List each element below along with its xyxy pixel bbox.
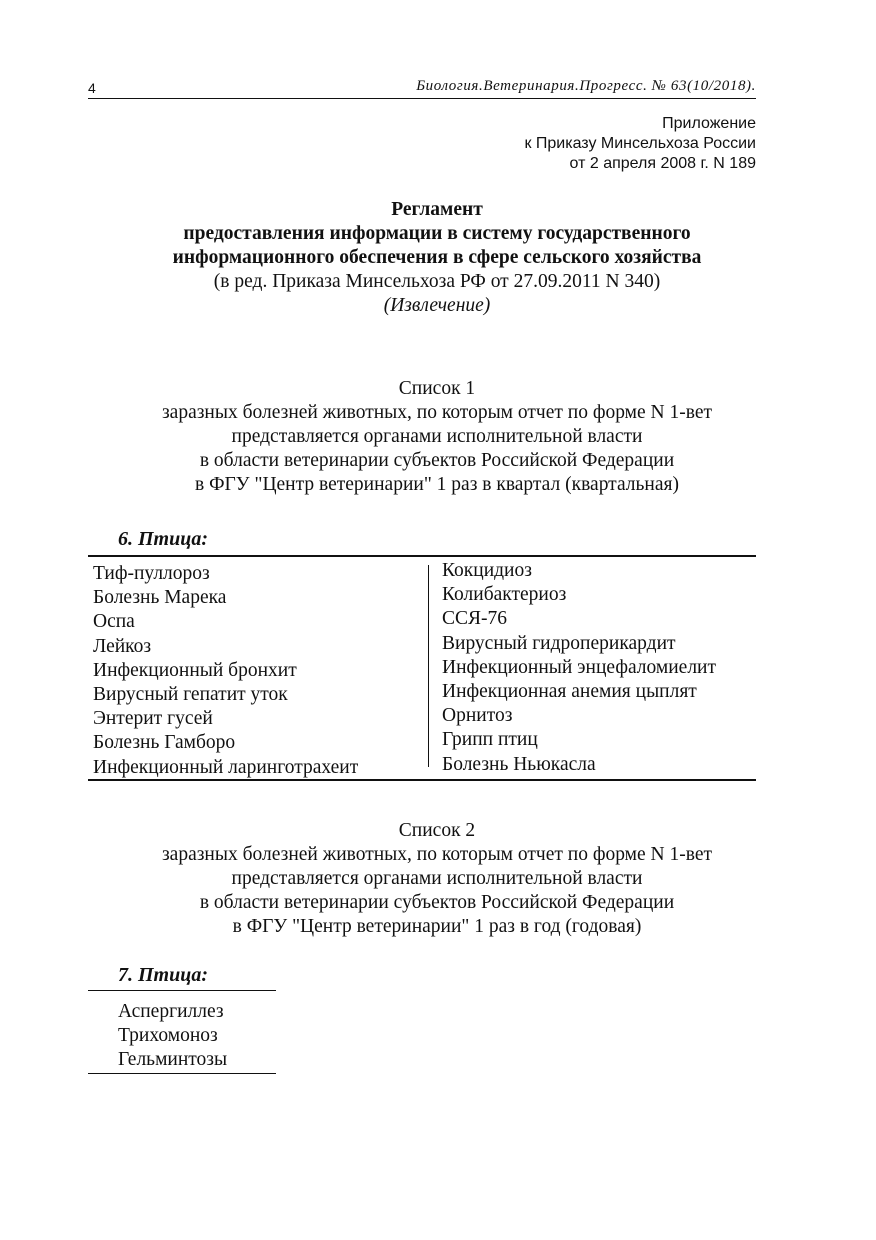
- disease-item: Трихомоноз: [118, 1025, 218, 1047]
- regulation-title: Регламент: [391, 199, 483, 220]
- disease-item: Инфекционный бронхит: [93, 659, 297, 681]
- disease-item: Инфекционная анемия цыплят: [442, 681, 697, 703]
- regulation-subtitle: предоставления информации в систему государственного: [183, 223, 691, 244]
- list2-heading: Список 2: [398, 820, 476, 841]
- list1-header: [88, 377, 786, 497]
- list1-description: заразных болезней животных, по которым отчет по форме N 1-вет: [161, 402, 713, 423]
- list1-description: в ФГУ "Центр ветеринарии" 1 раз в квартал (квартальная): [195, 474, 679, 495]
- disease-item: Аспергиллез: [118, 1001, 224, 1022]
- disease-item: Орнитоз: [442, 705, 513, 727]
- list2-description: в ФГУ "Центр ветеринарии" 1 раз в год (годовая): [232, 916, 642, 937]
- disease-item: Колибактериоз: [442, 584, 567, 606]
- appendix-line: Приложение: [662, 115, 756, 132]
- list2-description: заразных болезней животных, по которым отчет по форме N 1-вет: [161, 844, 713, 865]
- disease-item: Вирусный гепатит уток: [93, 684, 288, 706]
- disease-item: Лейкоз: [93, 635, 152, 657]
- disease-item: Вирусный гидроперикардит: [442, 632, 676, 654]
- list1-right-column: [442, 559, 756, 777]
- list2-description: в области ветеринарии субъектов Российской Федерации: [199, 892, 675, 913]
- list1-disease-table: [88, 555, 756, 781]
- disease-item: Энтерит гусей: [93, 708, 213, 730]
- regulation-edition: (в ред. Приказа Минсельхоза РФ от 27.09.2011 N 340): [213, 271, 661, 292]
- running-header: [88, 78, 756, 99]
- regulation-title-block: [88, 198, 786, 318]
- appendix-note: [524, 114, 756, 174]
- disease-item: Болезнь Гамборо: [93, 732, 236, 754]
- list1-left-column: [93, 562, 423, 780]
- list2-items: [118, 1000, 227, 1073]
- disease-item: Гельминтозы: [118, 1049, 228, 1071]
- list1-description: в области ветеринарии субъектов Российской Федерации: [199, 450, 675, 471]
- list1-section-title: 6. Птица:: [118, 528, 209, 550]
- list2-description: представляется органами исполнительной власти: [231, 868, 643, 889]
- appendix-line: от 2 апреля 2008 г. N 189: [569, 155, 756, 172]
- disease-item: Болезнь Ньюкасла: [442, 753, 596, 775]
- column-divider: [428, 565, 429, 767]
- disease-item: Инфекционный ларинготрахеит: [93, 756, 359, 778]
- disease-item: Болезнь Марека: [93, 587, 227, 609]
- regulation-subtitle: информационного обеспечения в сфере сельского хозяйства: [172, 247, 702, 268]
- list1-heading: Список 1: [398, 378, 476, 399]
- regulation-excerpt: (Извлечение): [383, 295, 491, 316]
- journal-title: Биология.Ветеринария.Прогресс. № 63(10/2018).: [416, 78, 756, 94]
- page-number: 4: [88, 80, 96, 96]
- disease-item: Оспа: [93, 611, 135, 633]
- list2-disease-table: [88, 990, 276, 1074]
- disease-item: Тиф-пуллороз: [93, 563, 210, 584]
- list2-section-title: 7. Птица:: [118, 964, 209, 986]
- list1-description: представляется органами исполнительной власти: [231, 426, 643, 447]
- disease-item: Инфекционный энцефаломиелит: [442, 656, 717, 678]
- disease-item: ССЯ-76: [442, 608, 508, 630]
- disease-item: Кокцидиоз: [442, 560, 532, 581]
- disease-item: Грипп птиц: [442, 729, 538, 751]
- list2-header: [88, 819, 786, 939]
- appendix-line: к Приказу Минсельхоза России: [524, 135, 756, 152]
